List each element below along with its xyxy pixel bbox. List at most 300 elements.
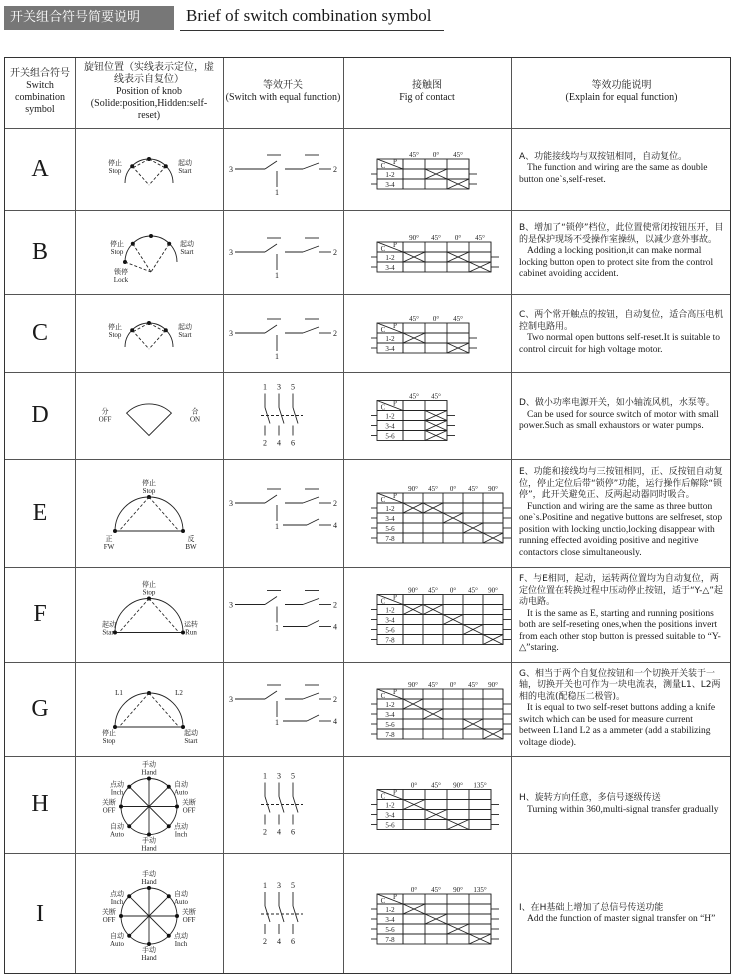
contact-svg (343, 294, 511, 372)
equivalent-switch-diagram (223, 662, 343, 756)
knob-guide (149, 497, 179, 531)
contact-diagram (343, 459, 511, 567)
knob-label-l-cn: 关断 (102, 798, 116, 807)
col-header-contact-en: Fig of contact (399, 92, 455, 103)
switch-blade (265, 244, 277, 252)
terminal-number: 1 (263, 881, 267, 890)
contact-angle-header: 45° (428, 586, 438, 595)
contact-angle-header: 45° (409, 392, 419, 401)
contact-angle-header: 45° (431, 781, 441, 790)
switch-svg (223, 567, 343, 662)
terminal-number: 2 (263, 438, 267, 448)
knob-label-lr-cn: 点动 (174, 822, 188, 831)
knob-position-dot (175, 914, 179, 918)
knob-label-left-en: Stop (108, 167, 122, 175)
contact-row-label: 1-2 (385, 171, 395, 179)
equivalent-switch-diagram (223, 459, 343, 567)
knob-guide (149, 166, 166, 185)
knob-label-bottom-en: Hand (141, 844, 157, 853)
explanation-cn: E、功能和接线均与三按钮相同，正、反按钮自动复位，停止定位后带“锁停”功能，运行操作后解除“锁停”，此开关避免正、反两起动器同时吸合。 (519, 467, 723, 500)
contact-row-label: 3-4 (385, 345, 395, 353)
knob-guide (119, 599, 149, 633)
knob-label-r-en: OFF (182, 806, 196, 815)
knob-spoke (129, 916, 149, 936)
contact-label-p: P (393, 399, 397, 408)
contact-angle-header: 90° (408, 586, 418, 595)
knob-label-ll-en: Auto (110, 830, 124, 839)
row-divider (5, 128, 730, 129)
knob-label-left-en: Stop (108, 331, 122, 339)
contact-diagram (343, 128, 511, 210)
terminal-number: 1 (275, 352, 279, 361)
knob-label-lock-cn: 锁停 (114, 268, 128, 276)
switch-blade (307, 715, 319, 721)
knob-position-dot (127, 785, 131, 789)
contact-label-p: P (393, 788, 397, 797)
contact-label-c: C (380, 496, 386, 504)
contact-diagram (343, 210, 511, 294)
knob-position-dot (167, 934, 171, 938)
explanation-cn: D、做小功率电源开关，如小轴流风机，水泵等。 (519, 398, 715, 409)
contact-angle-header: 0° (410, 886, 418, 894)
knob-label-left-cn: 分 (101, 407, 109, 416)
explanation-en: Turning within 360,multi-signal transfer gradually (527, 804, 719, 815)
contact-row-label: 7-8 (385, 636, 395, 645)
switch-blade (265, 325, 277, 333)
equivalent-switch-diagram (223, 210, 343, 294)
knob-position-dot (167, 824, 171, 828)
knob-diagram (75, 372, 223, 459)
knob-label-bottom-cn: 手动 (142, 836, 156, 845)
switch-svg (223, 294, 343, 372)
contact-row-label: 5-6 (385, 626, 395, 635)
terminal-number: 5 (291, 881, 295, 890)
terminal-number: 2 (333, 248, 337, 257)
knob-label-top-en: Stop (142, 588, 156, 597)
knob-svg (75, 372, 223, 459)
knob-position-dot (127, 894, 131, 898)
contact-angle-header: 90° (488, 485, 498, 493)
contact-label-c: C (380, 245, 386, 253)
knob-arc (125, 323, 173, 347)
terminal-number: 1 (263, 771, 267, 781)
explanation-en: Function and wiring are the same as three button one`s.Positine and negative buttons are selfreset, stop position with locking unctio,locking disappear with running effected avoiding positive and negitive contactors close simultaneously. (519, 501, 723, 558)
contact-row-label: 3-4 (385, 515, 395, 523)
knob-label-l1: L1 (115, 689, 123, 697)
contact-diagram (343, 372, 511, 459)
contact-svg (343, 853, 511, 975)
terminal-number: 1 (275, 188, 279, 197)
contact-angle-header: 45° (468, 485, 478, 493)
explanation-en: Adding a locking position,it can make normal locking button open to protect site from the control cabinet avoiding accident. (519, 246, 714, 280)
knob-label-left-cn: 起动 (102, 620, 116, 629)
row-divider (5, 294, 730, 295)
symbol-letter: A (31, 155, 49, 182)
contact-row-label: 1-2 (385, 254, 395, 262)
contact-svg (343, 372, 511, 459)
knob-position-dot (127, 824, 131, 828)
knob-label-ul-cn: 点动 (110, 780, 124, 789)
knob-label-top-en: Stop (142, 487, 156, 495)
terminal-number: 3 (277, 382, 281, 392)
knob-diagram (75, 756, 223, 853)
header-underline (180, 30, 444, 31)
col-header-explain (511, 58, 732, 126)
switch-blade (307, 621, 319, 627)
knob-position-dot (113, 529, 117, 533)
terminal-number: 1 (275, 522, 279, 531)
knob-label-left-en: FW (103, 543, 115, 551)
terminal-number: 2 (333, 499, 337, 508)
terminal-number: 3 (277, 771, 281, 781)
contact-row-label: 1-2 (385, 412, 395, 421)
knob-position-dot (119, 805, 123, 809)
terminal-number: 3 (277, 881, 281, 890)
knob-guide (133, 244, 151, 272)
knob-label-left-en: Stop (110, 248, 124, 256)
knob-arc (115, 599, 183, 633)
switch-svg (223, 210, 343, 294)
terminal-number: 4 (277, 438, 281, 448)
knob-label-left-en: OFF (98, 415, 112, 424)
col-header-knob-cn: 旋钮位置（实线表示定位，虚线表示自复位） (84, 62, 214, 85)
equivalent-switch-diagram (223, 567, 343, 662)
contact-row-label: 7-8 (385, 936, 395, 944)
knob-label-right-cn: 起动 (184, 729, 198, 737)
contact-row-label: 5-6 (385, 821, 395, 830)
table-row (5, 372, 730, 459)
switch-blade (265, 597, 277, 605)
contact-angle-header: 135° (473, 781, 487, 790)
col-header-switch-cn: 等效开关 (262, 80, 303, 91)
table-row (5, 567, 730, 662)
knob-label-right-cn: 起动 (180, 240, 194, 248)
contact-svg (343, 459, 511, 567)
knob-diagram (75, 459, 223, 567)
contact-angle-header: 90° (453, 781, 463, 790)
contact-angle-header: 90° (409, 234, 419, 242)
contact-row-label: 3-4 (385, 916, 395, 924)
equivalent-switch-diagram (223, 372, 343, 459)
knob-label-lr-en: Inch (174, 830, 188, 839)
knob-label-bottom-cn: 手动 (142, 946, 156, 954)
contact-angle-header: 45° (428, 485, 438, 493)
knob-label-left-cn: 停止 (110, 240, 124, 248)
knob-label-bottom-en: Hand (141, 954, 157, 962)
switch-blade (307, 519, 319, 525)
contact-label-p: P (393, 893, 397, 901)
contact-row-label: 5-6 (385, 721, 395, 729)
contact-label-p: P (393, 322, 397, 330)
terminal-number: 2 (333, 695, 337, 704)
col-header-symbol-en: Switch combination symbol (15, 80, 65, 115)
row-divider (5, 459, 730, 460)
contact-angle-header: 90° (408, 681, 418, 689)
contact-diagram (343, 294, 511, 372)
contact-row-label: 1-2 (385, 701, 395, 709)
terminal-number: 4 (277, 937, 281, 946)
knob-label-r-cn: 关断 (182, 798, 196, 807)
col-header-symbol (5, 58, 75, 126)
terminal-number: 3 (229, 600, 233, 610)
terminal-number: 5 (291, 771, 295, 781)
explanation-cn: G、相当于两个自复位按钮和一个切换开关装于一轴，切换开关也可作为一块电流表，测量L1、L2两相的电流(配稳压二极管)。 (519, 668, 721, 702)
knob-label-ul-en: Inch (110, 898, 124, 906)
knob-diagram (75, 210, 223, 294)
knob-label-top-cn: 手动 (142, 870, 156, 878)
contact-angle-header: 0° (432, 151, 440, 159)
contact-row-label: 3-4 (385, 264, 395, 272)
knob-label-right-cn: 反 (187, 535, 195, 543)
knob-label-top-en: Hand (141, 878, 157, 886)
explanation-cn: I、在H基础上增加了总信号传送功能 (519, 902, 664, 913)
knob-label-l-en: OFF (102, 916, 116, 924)
knob-label-right-en: BW (185, 543, 197, 551)
contact-row-label: 3-4 (385, 422, 395, 431)
knob-svg (75, 294, 223, 372)
symbol-table (4, 57, 731, 974)
knob-guide (132, 330, 149, 349)
knob-label-left-cn: 停止 (102, 729, 116, 737)
terminal-number: 2 (333, 600, 337, 610)
symbol-letter: G (31, 695, 49, 722)
knob-sector (127, 404, 172, 436)
table-row (5, 459, 730, 567)
knob-svg (75, 567, 223, 662)
contact-diagram (343, 567, 511, 662)
knob-arc (115, 497, 183, 531)
knob-label-right-cn: 运转 (184, 620, 198, 629)
knob-spoke (149, 807, 169, 827)
knob-label-left-cn: 停止 (108, 323, 122, 331)
knob-position-dot (149, 234, 153, 238)
contact-angle-header: 45° (468, 681, 478, 689)
knob-label-right-cn: 起动 (178, 323, 192, 331)
knob-label-right-en: Run (185, 628, 197, 637)
knob-diagram (75, 128, 223, 210)
knob-label-left-cn: 停止 (108, 159, 122, 167)
knob-svg (75, 756, 223, 853)
knob-label-lr-cn: 点动 (174, 932, 188, 940)
knob-label-lr-en: Inch (174, 940, 188, 948)
knob-position-dot (147, 886, 151, 890)
knob-arc (125, 236, 177, 262)
function-explanation (511, 662, 732, 756)
knob-label-top-cn: 停止 (142, 479, 156, 487)
contact-label-c: C (380, 792, 386, 801)
col-header-contact-cn: 接触图 (411, 80, 442, 91)
knob-guide (149, 693, 179, 727)
contact-angle-header: 45° (431, 886, 441, 894)
knob-guide (125, 262, 151, 272)
knob-diagram (75, 853, 223, 975)
switch-svg (223, 128, 343, 210)
explanation-en: It is the same as E, starting and running positions both are self-reseting ones,when the positions invert from each other stop button is pressed suitable to “Y-△”staring. (519, 608, 721, 654)
switch-svg (223, 756, 343, 853)
contact-row-label: 7-8 (385, 535, 395, 543)
terminal-number: 3 (229, 329, 233, 338)
knob-label-l2: L2 (175, 689, 183, 697)
knob-label-l-en: OFF (102, 806, 116, 815)
switch-blade (265, 691, 277, 699)
col-header-explain-cn: 等效功能说明 (591, 80, 652, 91)
knob-guide (149, 599, 179, 633)
contact-angle-header: 0° (454, 234, 462, 242)
knob-label-left-cn: 正 (105, 535, 113, 543)
contact-angle-header: 45° (431, 392, 441, 401)
contact-label-p: P (393, 241, 397, 249)
knob-arc (125, 159, 173, 183)
row-divider (5, 210, 730, 211)
terminal-number: 2 (263, 937, 267, 946)
table-row (5, 128, 730, 210)
contact-row-label: 5-6 (385, 432, 395, 441)
row-divider (5, 372, 730, 373)
switch-blade (303, 599, 319, 605)
contact-angle-header: 90° (453, 886, 463, 894)
function-explanation (511, 372, 732, 459)
contact-row-label: 5-6 (385, 525, 395, 533)
contact-svg (343, 128, 511, 210)
knob-label-ll-cn: 自动 (110, 932, 124, 940)
knob-guide (119, 693, 149, 727)
col-header-contact (343, 58, 511, 126)
contact-row-label: 7-8 (385, 731, 395, 739)
contact-diagram (343, 756, 511, 853)
symbol-letter: H (31, 791, 49, 817)
knob-label-right-en: Start (180, 248, 194, 256)
contact-label-p: P (393, 593, 397, 602)
col-header-symbol-cn: 开关组合符号 (10, 68, 70, 79)
knob-label-lock-en: Lock (113, 276, 129, 284)
terminal-number: 1 (263, 382, 267, 392)
row-divider (5, 756, 730, 757)
col-header-knob-en: Position of knob (Solide:position,Hidden:self-reset) (90, 86, 208, 121)
contact-svg (343, 756, 511, 853)
equivalent-switch-diagram (223, 294, 343, 372)
knob-svg (75, 459, 223, 567)
knob-label-top-en: Hand (141, 768, 157, 777)
row-divider (5, 567, 730, 568)
switch-svg (223, 459, 343, 567)
terminal-number: 1 (275, 271, 279, 280)
contact-angle-header: 0° (410, 781, 418, 790)
function-explanation (511, 459, 732, 567)
knob-label-top-cn: 手动 (142, 760, 156, 769)
contact-angle-header: 45° (468, 586, 478, 595)
explanation-en: The function and wiring are the same as double button one`s,self-reset. (519, 163, 708, 185)
knob-label-ul-cn: 点动 (110, 890, 124, 898)
knob-label-left-en: Stop (102, 737, 116, 745)
terminal-number: 4 (277, 827, 281, 837)
explanation-cn: A、功能接线均与双按钮相同，自动复位。 (519, 151, 688, 162)
switch-blade (303, 327, 319, 333)
function-explanation (511, 567, 732, 662)
terminal-number: 6 (291, 827, 295, 837)
switch-svg (223, 853, 343, 975)
terminal-number: 3 (229, 499, 233, 508)
terminal-number: 4 (333, 717, 337, 726)
table-row (5, 662, 730, 756)
switch-svg (223, 662, 343, 756)
knob-spoke (129, 807, 149, 827)
knob-position-dot (167, 785, 171, 789)
knob-label-right-en: Start (184, 737, 198, 745)
contact-label-c: C (380, 692, 386, 700)
contact-row-label: 3-4 (385, 616, 395, 625)
explanation-cn: B、增加了“锁停”档位，此位置使常闭按钮压开，目的是保护现场不受操作室操纵，以减少意外事故。 (519, 223, 724, 245)
symbol-letter: D (31, 402, 49, 428)
table-row (5, 853, 730, 975)
contact-angle-header: 45° (409, 151, 419, 159)
contact-angle-header: 90° (488, 681, 498, 689)
switch-blade (303, 163, 319, 169)
knob-label-right-cn: 合 (191, 407, 199, 416)
symbol-letter: E (32, 499, 48, 526)
terminal-number: 2 (263, 827, 267, 837)
col-header-knob (75, 58, 223, 126)
contact-angle-header: 45° (409, 315, 419, 323)
knob-position-dot (127, 934, 131, 938)
function-explanation (511, 756, 732, 853)
contact-svg (343, 567, 511, 662)
knob-label-ll-en: Auto (110, 940, 124, 948)
contact-angle-header: 0° (449, 586, 457, 595)
contact-label-c: C (380, 162, 386, 170)
contact-row-label: 1-2 (385, 335, 395, 343)
header-title-cn: 开关组合符号简要说明 (4, 6, 174, 30)
knob-label-ur-cn: 自动 (174, 890, 188, 898)
knob-label-r-en: OFF (182, 916, 196, 924)
knob-label-top-cn: 停止 (142, 580, 156, 589)
explanation-en: Two normal open buttons self-reset.It is suitable to control circuit for high voltage motor. (519, 333, 720, 355)
switch-blade (303, 246, 319, 252)
knob-label-right-en: Start (178, 331, 192, 339)
contact-angle-header: 0° (449, 485, 457, 493)
row-divider (5, 662, 730, 663)
explanation-en: It is equal to two self-reset buttons adding a knife switch which can be used for measure current between L1and L2 as a ammeter (add a stabilizing voltage diode). (519, 703, 716, 748)
contact-angle-header: 45° (453, 151, 463, 159)
knob-diagram (75, 662, 223, 756)
page-header (0, 0, 735, 40)
contact-angle-header: 90° (408, 485, 418, 493)
symbol-letter: I (36, 900, 44, 927)
terminal-number: 3 (229, 248, 233, 257)
knob-label-l-cn: 关断 (102, 908, 116, 916)
row-divider (5, 853, 730, 854)
terminal-number: 4 (333, 521, 337, 530)
explanation-en: Can be used for source switch of motor with small power.Such as small exhaustors or water pumps. (519, 409, 719, 432)
knob-svg (75, 853, 223, 975)
table-row (5, 294, 730, 372)
knob-svg (75, 662, 223, 756)
knob-spoke (149, 916, 169, 936)
knob-position-dot (181, 529, 185, 533)
terminal-number: 2 (333, 165, 337, 174)
knob-label-ur-cn: 自动 (174, 780, 188, 789)
knob-diagram (75, 567, 223, 662)
knob-position-dot (175, 805, 179, 809)
terminal-number: 6 (291, 438, 295, 448)
knob-label-ul-en: Inch (110, 788, 124, 797)
explanation-en: Add the function of master signal transfer on “H” (527, 914, 716, 924)
contact-angle-header: 45° (428, 681, 438, 689)
header-title-en: Brief of switch combination symbol (186, 6, 432, 25)
symbol-letter: C (31, 319, 48, 346)
knob-position-dot (119, 914, 123, 918)
equivalent-switch-diagram (223, 128, 343, 210)
table-row (5, 756, 730, 853)
